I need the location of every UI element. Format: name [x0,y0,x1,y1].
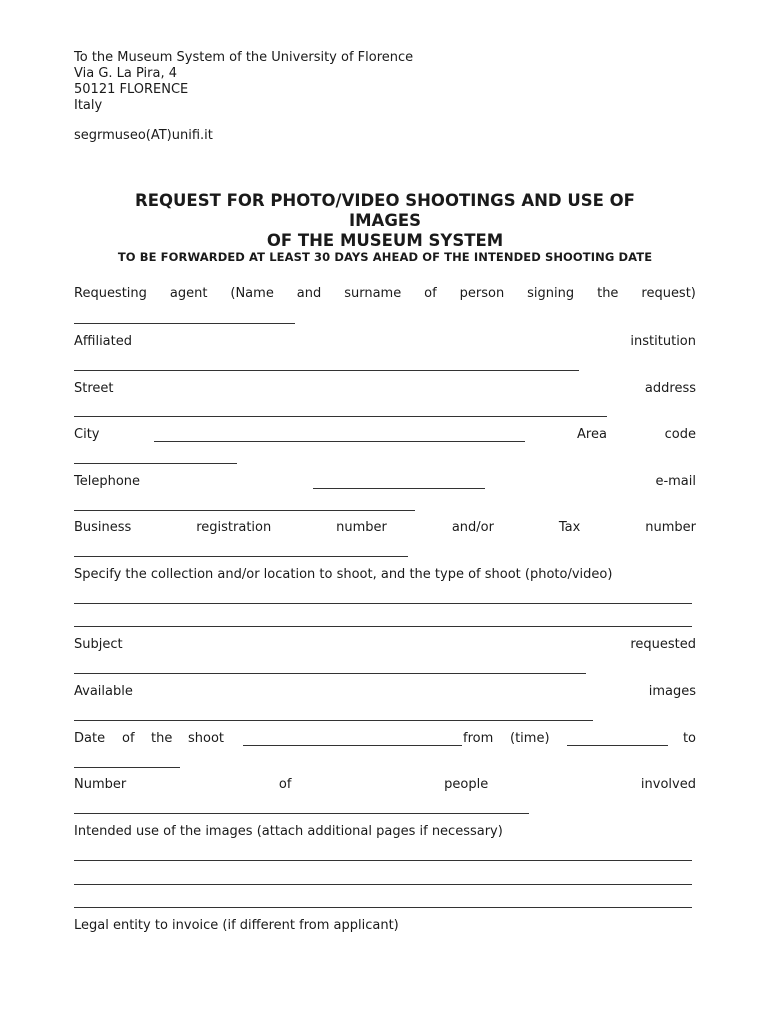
word: person [459,286,505,301]
subject-requested-label [74,637,696,653]
from-time-field[interactable] [567,745,668,746]
word: agent [169,286,208,301]
subject-requested-field[interactable] [74,673,586,674]
form-subtitle: TO BE FORWARDED AT LEAST 30 DAYS AHEAD OF THE INTENDED SHOOTING DATE [117,250,653,264]
to-label: to [682,731,696,746]
area-code-field[interactable] [74,463,237,464]
business-registration-field[interactable] [74,556,408,557]
word: Business [74,520,132,535]
telephone-field[interactable] [313,488,485,489]
telephone-label: Telephone [74,474,141,489]
email-label: e-mail [655,474,696,489]
word: people [444,777,489,792]
word: institution [630,334,696,349]
area-label: Area [577,427,607,442]
code-label: code [664,427,696,442]
word: request) [641,286,696,301]
collection-field-2[interactable] [74,626,692,627]
affiliated-institution-label [74,334,696,350]
word: number [645,520,696,535]
word: Tax [558,520,581,535]
word: (Name [230,286,274,301]
word: and/or [451,520,494,535]
intended-use-label: Intended use of the images (attach additional pages if necessary) [74,824,503,839]
collection-label: Specify the collection and/or location to shoot, and the type of shoot (photo/video) [74,567,613,582]
requesting-agent-field[interactable] [74,323,295,324]
people-involved-field[interactable] [74,813,529,814]
word: Street [74,381,114,396]
word: requested [630,637,696,652]
shoot-word: shoot [188,731,225,746]
word: Subject [74,637,123,652]
date-row [74,731,696,747]
date-word: Date [74,731,106,746]
word: and [296,286,322,301]
word: Number [74,777,127,792]
word: number [336,520,387,535]
of-word: of [122,731,135,746]
available-images-label [74,684,696,700]
recipient-email: segrmuseo(AT)unifi.it [74,128,213,143]
word: involved [640,777,696,792]
telephone-row [74,474,696,490]
time-label: (time) [510,731,550,746]
word: Requesting [74,286,147,301]
requesting-agent-label [74,286,696,302]
intended-use-field-1[interactable] [74,860,692,861]
business-registration-label [74,520,696,536]
date-field[interactable] [243,745,462,746]
word: surname [344,286,402,301]
word: signing [527,286,575,301]
street-address-label [74,381,696,397]
street-address-field[interactable] [74,416,607,417]
word: Affiliated [74,334,132,349]
legal-entity-label: Legal entity to invoice (if different from applicant) [74,918,399,933]
recipient-address [74,50,413,114]
word: the [597,286,619,301]
collection-field-1[interactable] [74,603,692,604]
form-title-line1: REQUEST FOR PHOTO/VIDEO SHOOTINGS AND USE OF [135,191,635,210]
available-images-field[interactable] [74,720,593,721]
word: of [424,286,437,301]
form-title-line2: IMAGES [348,211,422,230]
intended-use-field-3[interactable] [74,907,692,908]
address-line: Italy [74,98,103,113]
from-label: from [463,731,494,746]
form-title-line3: OF THE MUSEUM SYSTEM [266,231,504,250]
email-field[interactable] [74,510,415,511]
word: images [648,684,696,699]
city-row [74,427,696,443]
the-word: the [151,731,173,746]
affiliated-institution-field[interactable] [74,370,579,371]
to-time-field[interactable] [74,767,180,768]
address-line: Via G. La Pira, 4 [74,66,178,81]
word: Available [74,684,133,699]
word: address [644,381,696,396]
city-field[interactable] [154,441,525,442]
word: of [278,777,292,792]
people-involved-label [74,777,696,793]
address-line: 50121 FLORENCE [74,82,189,97]
intended-use-field-2[interactable] [74,884,692,885]
city-label: City [74,427,100,442]
word: registration [196,520,272,535]
address-line: To the Museum System of the University of Florence [74,50,414,65]
